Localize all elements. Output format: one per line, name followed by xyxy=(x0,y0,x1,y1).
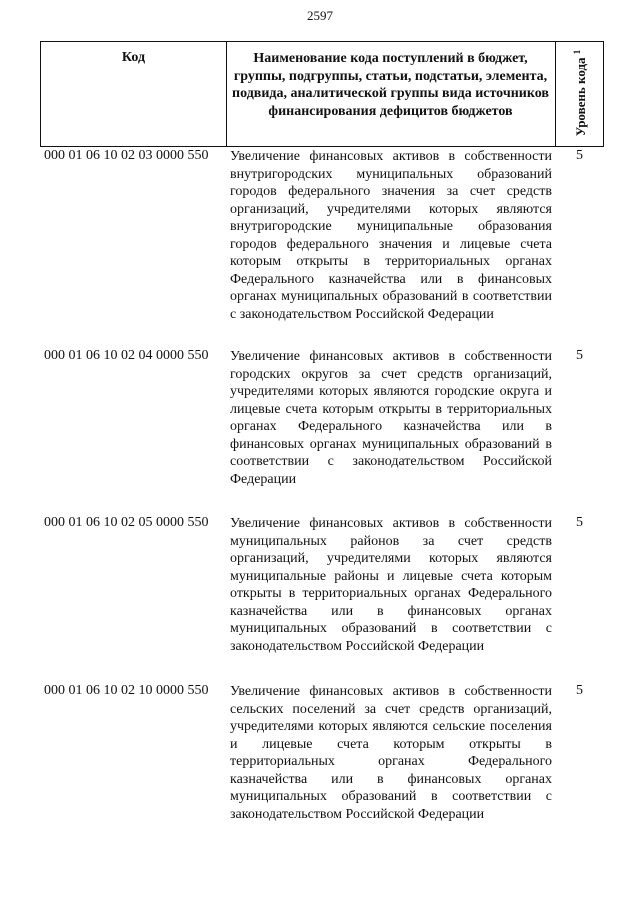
header-code-cell xyxy=(41,42,227,146)
row-level: 5 xyxy=(576,148,583,163)
row-code: 000 01 06 10 02 04 0000 550 xyxy=(44,348,209,363)
row-level: 5 xyxy=(576,348,583,363)
header-name-label: Наименование кода поступлений в бюджет, группы, подгруппы, статьи, подстатьи, элемента, подвида, аналитической группы вида источников финансирования дефицитов бюджетов xyxy=(232,51,549,119)
page-number: 2597 xyxy=(307,8,333,23)
header-level-footnote: 1 xyxy=(571,49,582,55)
header-name-cell xyxy=(226,42,556,146)
row-code: 000 01 06 10 02 03 0000 550 xyxy=(44,148,209,163)
row-level: 5 xyxy=(576,683,583,698)
row-code: 000 01 06 10 02 10 0000 550 xyxy=(44,683,209,698)
row-code: 000 01 06 10 02 05 0000 550 xyxy=(44,515,209,530)
header-level-rotated xyxy=(570,45,588,141)
row-name: Увеличение финансовых активов в собственности муниципальных районов за счет средств организаций, учредителями которых являются муниципальные районы и лицевые счета которым открыты в территориальных органах Федерального казначейства или в финансовых органах муниципальных образований в соответствии с законодательством Российской Федерации xyxy=(230,516,552,654)
row-name: Увеличение финансовых активов в собственности сельских поселений за счет средств организаций, учредителями которых являются сельские поселения и лицевые счета которым открыты в территориальных органах Федерального казначейства или в финансовых органах муниципальных образований в соответствии с законодательством Российской Федерации xyxy=(230,684,552,822)
row-name: Увеличение финансовых активов в собственности внутригородских муниципальных образований городов федерального значения за счет средств организаций, учредителями которых являются внутригородские муниципальные образования городов федерального значения и лицевые счета которым открыты в территориальных органах Федерального казначейства или в финансовых органах муниципальных образований в соответствии с законодательством Российской Федерации xyxy=(230,149,552,322)
row-level: 5 xyxy=(576,515,583,530)
header-code-label: Код xyxy=(121,50,146,65)
table-header xyxy=(40,41,604,147)
row-name: Увеличение финансовых активов в собственности городских округов за счет средств организаций, учредителями которых являются городские округа и лицевые счета которым открыты в территориальных органах Федерального казначейства или в финансовых органах муниципальных образований в соответствии с законодательством Российской Федерации xyxy=(230,349,552,487)
header-level-cell xyxy=(555,42,603,146)
header-level-label: Уровень кода xyxy=(573,57,589,137)
